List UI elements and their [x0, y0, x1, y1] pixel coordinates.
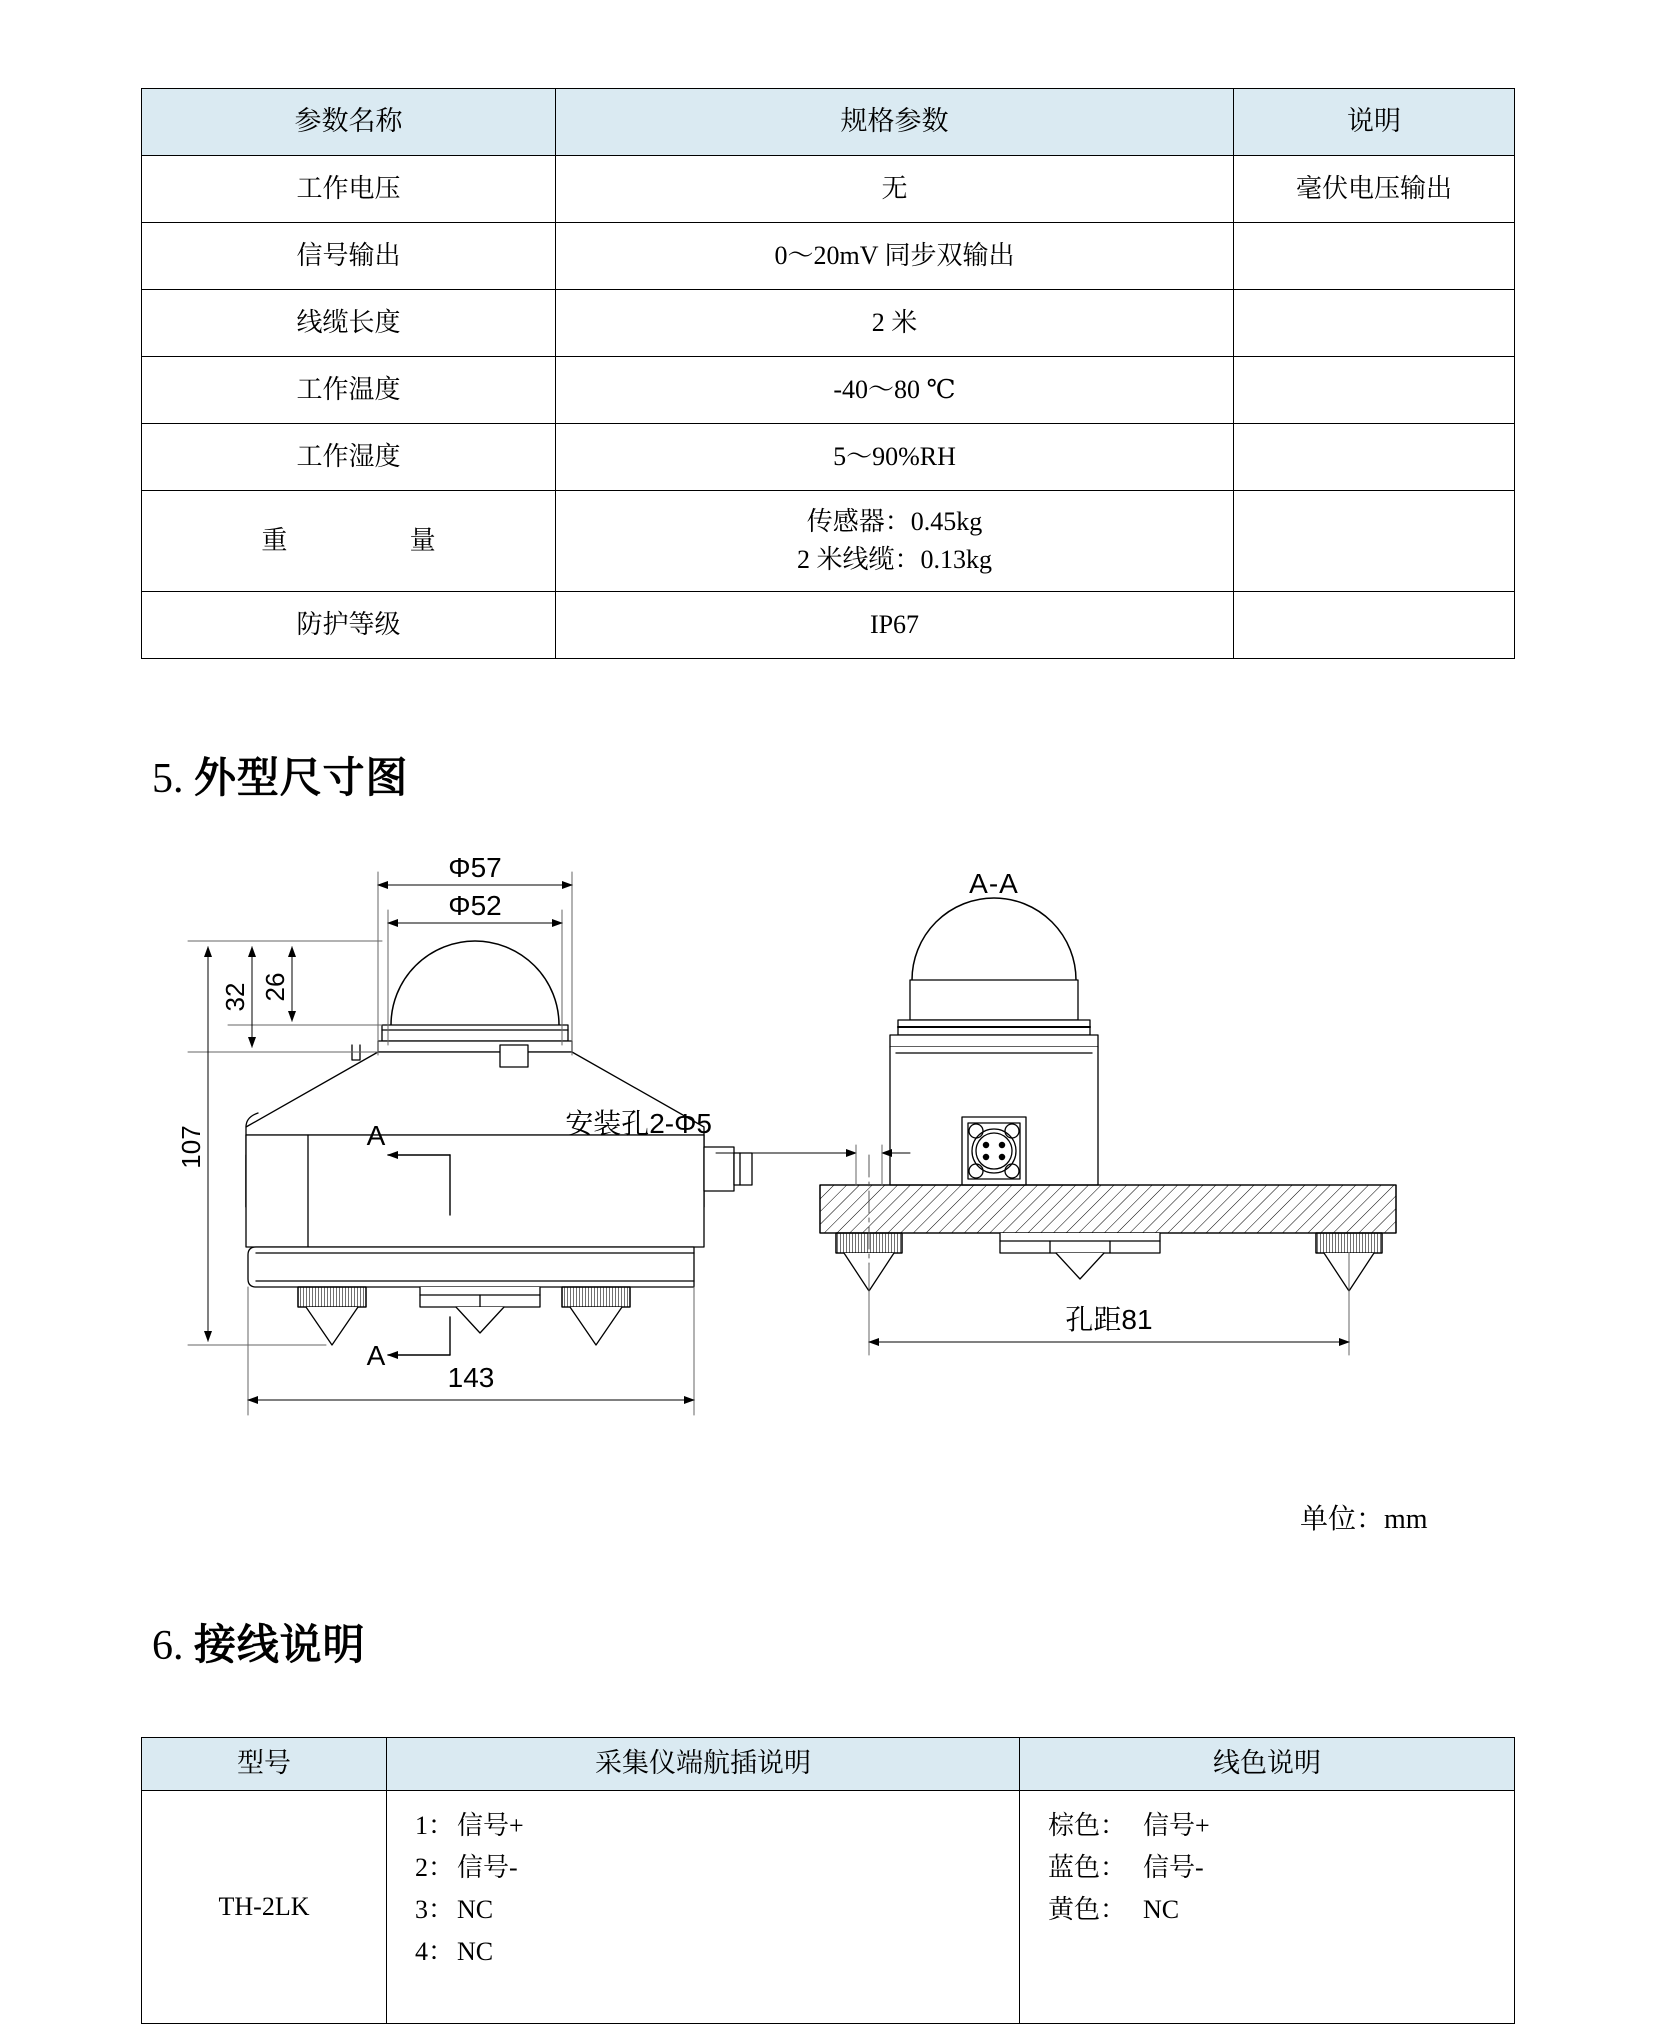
- pin-number: 2：: [415, 1853, 455, 1883]
- pin-number: 1：: [415, 1811, 455, 1840]
- table-header-row: [142, 1738, 1515, 1791]
- section-6-heading: [152, 1612, 365, 1672]
- cell-model: TH-2LK: [142, 1791, 387, 2024]
- pin-label: 信号-: [457, 1853, 518, 1883]
- wire-color-label: 信号-: [1143, 1853, 1204, 1883]
- cell-param-name: 工作温度: [142, 357, 556, 424]
- section-6-number: 6.: [152, 1623, 184, 1669]
- cell-param-value: 5～90%RH: [556, 424, 1234, 491]
- list-item: [1048, 1847, 1514, 1889]
- label-section-view-title: A-A: [969, 868, 1019, 899]
- wire-color-label: 信号+: [1143, 1811, 1210, 1840]
- list-item: [415, 1931, 1019, 1973]
- weight-sensor-line: 传感器：0.45kg: [806, 507, 983, 537]
- dimension-drawing: [120, 855, 1550, 1505]
- cell-param-value: 2 米: [556, 290, 1234, 357]
- table-row: [142, 156, 1515, 223]
- pin-number: 3：: [415, 1895, 455, 1925]
- wire-color-name: 棕色：: [1048, 1811, 1127, 1840]
- label-dia-inner: Φ52: [448, 890, 502, 921]
- table-row: [142, 592, 1515, 659]
- cell-pin-list: [387, 1791, 1020, 2024]
- wire-color-name: 蓝色：: [1048, 1853, 1127, 1883]
- col-header-parameter-name: 参数名称: [142, 89, 556, 156]
- table-row: [142, 290, 1515, 357]
- pin-label: NC: [457, 1895, 494, 1925]
- table-row: [142, 1791, 1515, 2024]
- cell-param-note: [1234, 592, 1515, 659]
- list-item: [415, 1805, 1019, 1847]
- cell-param-name: 信号输出: [142, 223, 556, 290]
- cell-param-note: 毫伏电压输出: [1234, 156, 1515, 223]
- cell-param-note: [1234, 491, 1515, 592]
- label-hole-pitch: 孔距81: [1065, 1304, 1153, 1335]
- cell-param-note: [1234, 357, 1515, 424]
- cell-param-value: [556, 491, 1234, 592]
- list-item: [415, 1889, 1019, 1931]
- list-item: [415, 1847, 1019, 1889]
- label-section-a-bottom: A: [366, 1340, 386, 1371]
- weight-cable-line: 2 米线缆：0.13kg: [796, 545, 992, 574]
- label-dia-outer: Φ57: [448, 855, 502, 883]
- cell-param-note: [1234, 424, 1515, 491]
- col-header-connector: 采集仪端航插说明: [387, 1738, 1020, 1791]
- specification-table: [141, 88, 1515, 659]
- table-row: [142, 357, 1515, 424]
- table-row-weight: [142, 491, 1515, 592]
- section-5-heading: [152, 745, 408, 805]
- cell-param-value: IP67: [556, 592, 1234, 659]
- section-5-number: 5.: [152, 756, 184, 802]
- cell-param-name: 工作湿度: [142, 424, 556, 491]
- label-mount-holes: 安装孔2-Φ5: [565, 1108, 712, 1139]
- label-width-143: 143: [447, 1362, 495, 1393]
- wire-color-label: NC: [1143, 1895, 1180, 1925]
- section-6-title: 接线说明: [194, 1623, 366, 1669]
- col-header-description: 说明: [1234, 89, 1515, 156]
- front-view-geometry: [246, 941, 752, 1345]
- list-item: [1048, 1889, 1514, 1931]
- weight-label: 重 量: [261, 526, 459, 556]
- wire-color-name: 黄色：: [1048, 1895, 1127, 1925]
- cell-param-value: 无: [556, 156, 1234, 223]
- list-item: [1048, 1805, 1514, 1847]
- label-height-107: 107: [176, 1125, 206, 1169]
- label-height-32: 32: [220, 982, 250, 1012]
- pin-number: 4：: [415, 1937, 455, 1967]
- table-row: [142, 223, 1515, 290]
- col-header-specification: 规格参数: [556, 89, 1234, 156]
- cell-param-note: [1234, 223, 1515, 290]
- cell-param-value: 0～20mV 同步双输出: [556, 223, 1234, 290]
- pin-label: 信号+: [457, 1811, 524, 1840]
- cell-param-name: 防护等级: [142, 592, 556, 659]
- cell-wire-color-list: [1020, 1791, 1515, 2024]
- cell-param-name: 线缆长度: [142, 290, 556, 357]
- cell-param-name: [142, 491, 556, 592]
- section-5-title: 外型尺寸图: [194, 756, 409, 802]
- cell-param-note: [1234, 290, 1515, 357]
- units-note: 单位：mm: [1300, 1504, 1428, 1535]
- col-header-wire-color: 线色说明: [1020, 1738, 1515, 1791]
- label-section-a-top: A: [366, 1120, 386, 1151]
- cell-param-value: -40～80 ℃: [556, 357, 1234, 424]
- table-header-row: [142, 89, 1515, 156]
- table-row: [142, 424, 1515, 491]
- cell-param-name: 工作电压: [142, 156, 556, 223]
- label-height-26: 26: [260, 972, 290, 1002]
- col-header-model: 型号: [142, 1738, 387, 1791]
- section-view-geometry: [820, 898, 1396, 1291]
- wiring-table: [141, 1737, 1515, 2024]
- pin-label: NC: [457, 1937, 494, 1967]
